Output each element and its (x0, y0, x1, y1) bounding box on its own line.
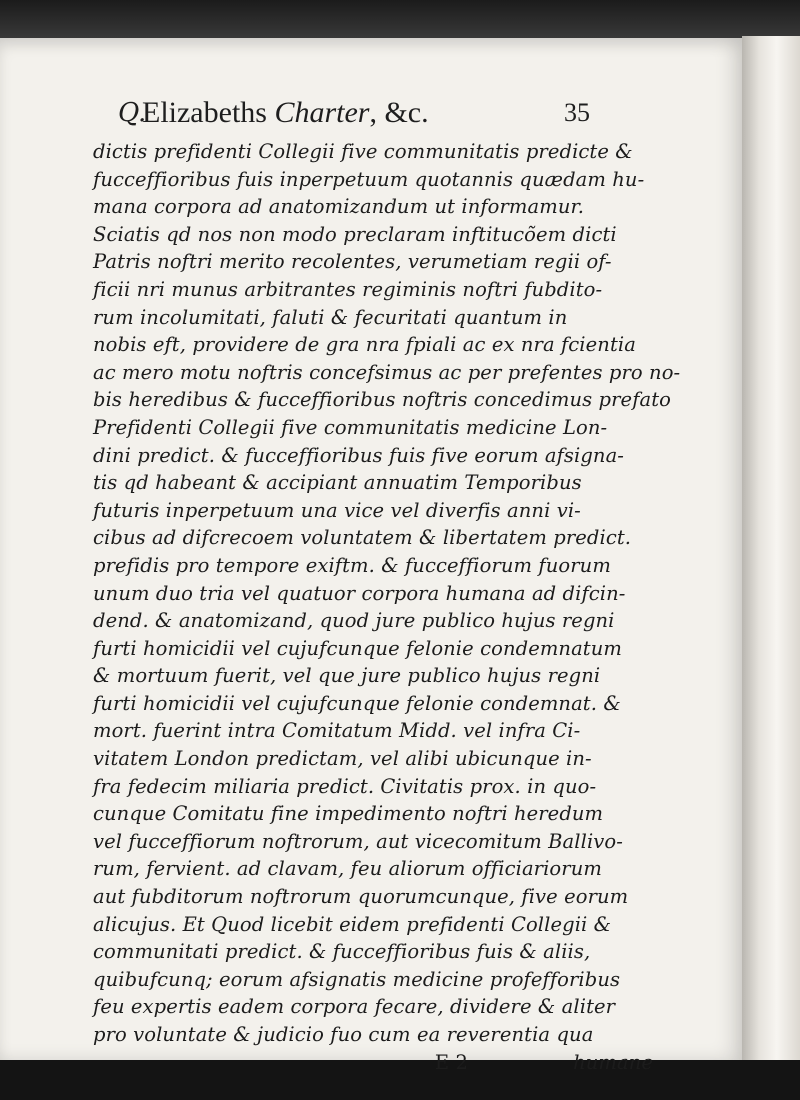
text-line: Patris noftri merito recolentes, verumetiam regii of- (93, 250, 612, 274)
text-line: Sciatis qd nos non modo preclaram inftitucõem dicti (93, 222, 617, 246)
text-line: feu expertis eadem corpora fecare, dividere & aliter (93, 995, 616, 1019)
text-line: furti homicidii vel cujufcunque felonie condemnatum (93, 636, 622, 660)
text-line: mana corpora ad anatomizandum ut informamur. (93, 195, 585, 219)
footer-line (93, 1049, 653, 1077)
text-line: dini predict. & fucceffioribus fuis five eorum afsigna- (93, 443, 624, 467)
text-line: tis qd habeant & accipiant annuatim Temporibus (93, 471, 582, 495)
text-line: pro voluntate & judicio fuo cum ea reverentia qua (93, 1023, 594, 1046)
text-line: nobis eft, providere de gra nra fpiali ac ex nra fcientia (93, 333, 636, 357)
text-line: & mortuum fuerit, vel que jure publico hujus regni (93, 664, 601, 688)
text-line: alicujus. Et Quod licebit eidem prefidenti Collegii & (93, 912, 612, 936)
text-line: mort. fuerint intra Comitatum Midd. vel infra Ci- (93, 719, 581, 743)
text-line: dictis prefidenti Collegii five communitatis predicte & (93, 140, 633, 163)
page-number: 35 (564, 98, 590, 127)
text-line: communitati predict. & fucceffioribus fuis & aliis, (93, 940, 591, 964)
text-line: vel fucceffiorum noftrorum, aut vicecomitum Ballivo- (93, 829, 623, 853)
title-suffix: , &c. (369, 96, 429, 129)
text-line: fra fedecim miliaria predict. Civitatis prox. in quo- (93, 774, 597, 798)
text-line: dend. & anatomizand, quod jure publico hujus regni (93, 609, 615, 633)
text-line: bis heredibus & fucceffioribus noftris concedimus prefato (93, 388, 672, 412)
text-line: quibufcunq; eorum afsignatis medicine profefforibus (93, 967, 621, 991)
text-line: rum, fervient. ad clavam, feu aliorum officiariorum (93, 857, 602, 881)
title-italic: Charter (274, 96, 370, 129)
catchword: humane (573, 1050, 653, 1074)
text-line: prefidis pro tempore exiftm. & fucceffiorum fuorum (93, 553, 611, 577)
text-line: furti homicidii vel cujufcunque felonie condemnat. & (93, 691, 621, 715)
running-header (90, 96, 730, 140)
text-line: Prefidenti Collegii five communitatis medicine Lon- (93, 415, 608, 439)
text-line: unum duo tria vel quatuor corpora humana ad difcin- (93, 581, 626, 605)
running-title (142, 96, 429, 130)
text-line: rum incolumitati, faluti & fecuritati quantum in (93, 305, 568, 329)
text-line: ac mero motu noftris concefsimus ac per prefentes pro no- (93, 360, 681, 384)
scan-top-border (0, 0, 800, 40)
text-line: ficii nri munus arbitrantes regiminis noftri fubdito- (93, 277, 603, 301)
text-line: aut fubditorum noftrorum quorumcunque, five eorum (93, 885, 629, 909)
gathering-signature: E 2 (434, 1050, 469, 1074)
signature-mark: Q. (118, 98, 147, 128)
text-line: cibus ad difcrecoem voluntatem & libertatem predict. (93, 526, 632, 550)
text-line: vitatem London predictam, vel alibi ubicunque in- (93, 747, 592, 771)
charter-text (93, 138, 681, 1076)
text-line: fucceffioribus fuis inperpetuum quotannis quædam hu- (93, 167, 645, 191)
title-roman: Elizabeths (142, 96, 267, 129)
text-line: cunque Comitatu fine impedimento noftri heredum (93, 802, 604, 826)
page-fore-edge (742, 36, 800, 1066)
text-line: futuris inperpetuum una vice vel diverfis anni vi- (93, 498, 581, 522)
